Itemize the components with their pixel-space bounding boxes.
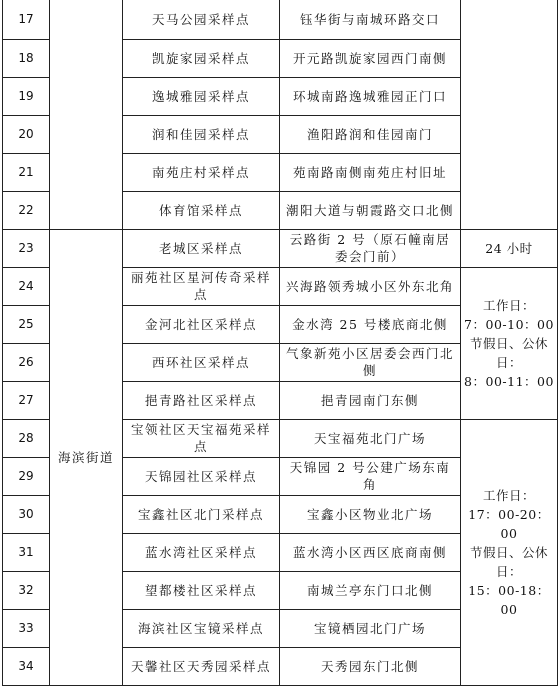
- sampling-point-name: 宝鑫社区北门采样点: [123, 495, 280, 533]
- sampling-point-name: 天锦园社区采样点: [123, 457, 280, 495]
- sampling-point-address: 气象新苑小区居委会西门北侧: [280, 343, 461, 381]
- row-number: 24: [3, 267, 50, 305]
- sampling-point-address: 开元路凯旋家园西门南侧: [280, 39, 461, 77]
- row-number: 21: [3, 153, 50, 191]
- row-number: 28: [3, 419, 50, 457]
- row-number: 30: [3, 495, 50, 533]
- table-row: [3, 229, 558, 267]
- sampling-point-address: 金水湾 25 号楼底商北侧: [280, 305, 461, 343]
- sampling-point-name: 西环社区采样点: [123, 343, 280, 381]
- sampling-point-name: 逸城雅园采样点: [123, 77, 280, 115]
- row-number: 34: [3, 647, 50, 685]
- sampling-point-name: 南苑庄村采样点: [123, 153, 280, 191]
- sampling-point-name: 挹青路社区采样点: [123, 381, 280, 419]
- sampling-point-address: 兴海路领秀城小区外东北角: [280, 267, 461, 305]
- row-number: 29: [3, 457, 50, 495]
- sampling-point-name: 宝领社区天宝福苑采样点: [123, 419, 280, 457]
- sampling-point-address: 渔阳路润和佳园南门: [280, 115, 461, 153]
- row-number: 27: [3, 381, 50, 419]
- sampling-point-name: 凯旋家园采样点: [123, 39, 280, 77]
- row-number: 33: [3, 609, 50, 647]
- sampling-point-name: 望都楼社区采样点: [123, 571, 280, 609]
- sampling-point-address: 天锦园 2 号公建广场东南角: [280, 457, 461, 495]
- sampling-point-name: 润和佳园采样点: [123, 115, 280, 153]
- service-hours-evening: 工作日： 17：00-20：00 节假日、公休日： 15：00-18：00: [461, 419, 558, 685]
- service-hours-24h: 24 小时: [461, 229, 558, 267]
- sampling-point-address: 天秀园东门北侧: [280, 647, 461, 685]
- sampling-point-address: 宝镜栖园北门广场: [280, 609, 461, 647]
- sampling-point-table: [2, 0, 558, 686]
- row-number: 31: [3, 533, 50, 571]
- sampling-point-name: 蓝水湾社区采样点: [123, 533, 280, 571]
- row-number: 26: [3, 343, 50, 381]
- sampling-point-address: 环城南路逸城雅园正门口: [280, 77, 461, 115]
- sampling-point-name: 天馨社区天秀园采样点: [123, 647, 280, 685]
- sampling-point-name: 老城区采样点: [123, 229, 280, 267]
- district-name: 海滨街道: [50, 229, 123, 685]
- row-number: 20: [3, 115, 50, 153]
- sampling-point-name: 丽苑社区星河传奇采样点: [123, 267, 280, 305]
- sampling-point-address: 苑南路南侧南苑庄村旧址: [280, 153, 461, 191]
- row-number: 23: [3, 229, 50, 267]
- sampling-point-name: 金河北社区采样点: [123, 305, 280, 343]
- service-hours-morning: 工作日： 7：00-10：00 节假日、公休日： 8：00-11：00: [461, 267, 558, 419]
- district-cell-previous: [50, 0, 123, 229]
- service-hours-previous: [461, 0, 558, 229]
- sampling-point-address: 潮阳大道与朝霞路交口北侧: [280, 191, 461, 229]
- row-number: 18: [3, 39, 50, 77]
- sampling-point-address: 钰华街与南城环路交口: [280, 0, 461, 39]
- sampling-point-address: 南城兰亭东门口北侧: [280, 571, 461, 609]
- sampling-point-address: 天宝福苑北门广场: [280, 419, 461, 457]
- sampling-point-address: 宝鑫小区物业北广场: [280, 495, 461, 533]
- sampling-point-address: 云路街 2 号（原石幢南居委会门前）: [280, 229, 461, 267]
- row-number: 17: [3, 0, 50, 39]
- sampling-point-name: 天马公园采样点: [123, 0, 280, 39]
- sampling-point-address: 挹青园南门东侧: [280, 381, 461, 419]
- sampling-point-address: 蓝水湾小区西区底商南侧: [280, 533, 461, 571]
- sampling-point-name: 海滨社区宝镜采样点: [123, 609, 280, 647]
- row-number: 32: [3, 571, 50, 609]
- row-number: 22: [3, 191, 50, 229]
- sampling-point-name: 体育馆采样点: [123, 191, 280, 229]
- row-number: 25: [3, 305, 50, 343]
- table-row: [3, 0, 558, 39]
- row-number: 19: [3, 77, 50, 115]
